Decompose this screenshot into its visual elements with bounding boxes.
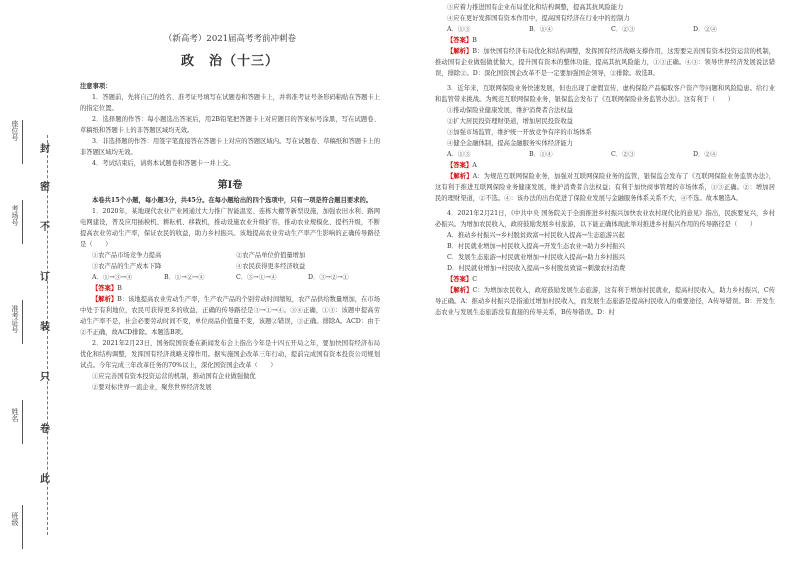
- analysis-line: [80, 294, 380, 338]
- option: ③应着力推进国有企业布局优化和结构调整，提高其抗风险能力: [447, 4, 624, 11]
- field-underline: [22, 505, 23, 549]
- choice: C．发展生态旅游→村民就业增加→村民收入提高→助力乡村振兴: [447, 254, 626, 261]
- analysis-label: 【解析】: [447, 287, 473, 294]
- option: ②要对标世界一流企业，聚焦世界经济发展: [92, 384, 212, 391]
- seal-char: 封: [40, 144, 50, 155]
- exam-title: 政 治（十三）: [180, 54, 279, 69]
- analysis-line: [435, 285, 775, 318]
- question-stem: 2．2021年2月23日，国务院国资委在新闻发布会上指出今年是十四五开局之年，要加快国有经济布局优化和结构调整，发挥国有经济战略支撑作用。据实施国企改革三年行动，提前完成国有资本投资公司规划试点。今年完成三年改革任务的70%以上，深化国资国企改革（ ）: [80, 340, 380, 369]
- analysis-text: B：该地提高农业劳动生产率，生产农产品的个别劳动时间缩短，农产品供给数量增加，在市场中处于有利地位，农民可获得更多的收益，正确的传导路径是③→①→④。③④正确，①③：该题中提高劳动生产率不是，社会必要劳动时间不变，单位商品价值量不变，该题②错误，③正确。排除A。ACD：由于②不正确，故ACD排除。本题选B项。: [80, 296, 380, 336]
- analysis-text: A：为规范互联网保险业务，加强对互联网保险业务的监管，银保监会发布了《互联网保险业务监管办法》，这有利于推进互联网保险业务健康发展，维护消费者合法权益；有利于加快商事管理的市场体系，①③正确。②：增加居民的理财渠道，②不选。④：该办法的出台促进了保险业发展与金融服务体系关系不大，④不选。故本题选A。: [435, 173, 776, 202]
- answer-label: 【答案】: [447, 37, 473, 44]
- choice: D．②④: [693, 26, 717, 33]
- option-row: [80, 250, 380, 261]
- notice-heading: 注意事项：: [80, 83, 112, 90]
- choice: C．③→①→④: [236, 274, 277, 281]
- seal-char: 卷: [40, 424, 50, 435]
- answer-value: A: [472, 162, 477, 169]
- answer-label: 【答案】: [447, 162, 473, 169]
- choice: B．①→②→④: [164, 274, 205, 281]
- analysis-label: 【解析】: [447, 48, 473, 55]
- answer-line: [80, 283, 380, 294]
- option: ①应完善国有资本投资运营的机制，推动国有企业做强做优: [92, 373, 256, 380]
- seal-char: 装: [40, 322, 50, 333]
- option: ③加强市场监管，维护统一开放竞争有序的市场体系: [447, 129, 592, 136]
- option: ②扩大居民投资理财渠道，增加居民投资收益: [447, 118, 573, 125]
- analysis-line: [435, 46, 775, 79]
- field-underline: [22, 120, 23, 164]
- choice: A．①③: [447, 26, 471, 33]
- choice: D．村民就业增加→村民收入提高→乡村脱贫致富→刺激农村消费: [447, 265, 626, 272]
- field-underline: [22, 200, 23, 244]
- exam-subtitle: （新高考）2021届高考考前冲刺卷: [163, 34, 297, 44]
- choice: D．③→②→①: [308, 274, 349, 281]
- section-title: 第Ⅰ卷: [217, 180, 243, 191]
- choice: D．②④: [693, 151, 717, 158]
- question-stem: 4．2021年2月21日，《中共中央 国务院关于全面推进乡村振兴加快农业农村现代化的意见》指出，民族要复兴，乡村必振兴。为增加农民收入，政府鼓励发展乡村旅游，以下能正确体现此举对推进乡村振兴作用的传导路径是（ ）: [435, 210, 775, 228]
- analysis-line: [435, 171, 775, 204]
- notice-item: 1．答题前，先将自己的姓名、准考证号填写在试题卷和答题卡上，并将准考证号条形码粘贴在答题卡上的指定位置。: [80, 94, 380, 112]
- field-admission-number: 准考证号: [11, 305, 19, 333]
- analysis-text: C：为增加农民收入，政府鼓励发展生态旅游，这有利于增加村民就业，提高村民收入，助力乡村振兴，C传导正确。A：推动乡村振兴是指通过增加村民收入，而发展生态旅游是提高村民收入的重要途径，A传导错误。B：开发生态农业与发展生态旅游没有直接的传导关系，B传导错误。D：村: [435, 287, 776, 316]
- choice-row: [435, 24, 775, 35]
- field-exam-room: 考场号: [11, 205, 19, 226]
- option: ③农产品的生产成本下降: [92, 263, 162, 270]
- choice: A．①→③→④: [92, 274, 133, 281]
- notice-item: 3．非选择题的作答：用签字笔直接答在答题卡上对应的答题区域内。写在试题卷、草稿纸和答题卡上的非答题区域均无效。: [80, 138, 380, 156]
- choice: A．推动乡村振兴→乡村脱贫致富→村民收入提高→生态旅游兴起: [447, 232, 625, 239]
- option: ②农产品单位价值量增加: [236, 252, 306, 259]
- answer-line: [435, 160, 775, 171]
- seal-char: 密: [40, 182, 50, 193]
- analysis-text: B：加快国有经济布局优化和结构调整，发挥国有经济战略支撑作用，这需要完善国有资本投资运营的机制，推动国有企业做强做优做大，提升国有资本的整体功能，提高其抗风险能力，①③正确。④③：领导世界经济发展说法错误，排除②。D：深化国资国企改革不是一定要加强国企领导，②排除。故选B。: [435, 48, 776, 77]
- answer-value: B: [117, 285, 122, 292]
- option: ①推动保险业健康发展，维护消费者合法权益: [447, 107, 573, 114]
- question-stem: 1．2020年，某地现代农业产业园通过大力推广智能温室、连栋大棚等新型设施，加强农田水利、路网电网建设，普及应用插秧机、耕耘机、移栽机，推动设施农业升级扩容，推动农业规模化、提档升级，不断提高农业劳动生产率，保证农民的收益，助力乡村振兴。该地提高农业劳动生产率产生影响的正确传导路径是（ ）: [80, 208, 380, 248]
- answer-line: [435, 274, 775, 285]
- option: ④健全金融体制，提高金融服务实体经济能力: [447, 140, 573, 147]
- choice-row: [80, 272, 380, 283]
- analysis-label: 【解析】: [447, 173, 473, 180]
- option: ④农民获得更多经济收益: [236, 263, 306, 270]
- choice: C．②③: [611, 26, 635, 33]
- field-seat-number: 座位号: [11, 120, 19, 141]
- answer-line: [435, 35, 775, 46]
- section-intro: 本卷共15个小题，每小题3分，共45分。在每小题给出的四个选项中，只有一项是符合题目要求的。: [92, 197, 373, 204]
- option-row: [80, 261, 380, 272]
- answer-value: C: [472, 276, 478, 283]
- binding-sidebar: [0, 0, 62, 562]
- notice-item: 4．考试结束后，请将本试题卷和答题卡一并上交。: [92, 160, 235, 167]
- option: ④应在更好发挥国有资本作用中，提高国有经济在行业中的控制力: [447, 15, 630, 22]
- seal-char: 此: [40, 474, 50, 485]
- choice: B．①④: [529, 151, 553, 158]
- right-column: [435, 0, 775, 318]
- option: ①农产品市场竞争力提高: [92, 252, 162, 259]
- choice-row: [435, 149, 775, 160]
- seal-char: 不: [40, 222, 50, 233]
- answer-label: 【答案】: [447, 276, 473, 283]
- choice: C．②③: [611, 151, 635, 158]
- answer-value: B: [472, 37, 477, 44]
- choice: B．①④: [529, 26, 553, 33]
- answer-label: 【答案】: [92, 285, 118, 292]
- seal-char: 订: [40, 272, 50, 283]
- seal-char: 只: [40, 372, 50, 383]
- choice: A．①③: [447, 151, 471, 158]
- left-column: [80, 0, 380, 393]
- field-class: 班级: [11, 512, 19, 526]
- field-underline: [22, 400, 23, 444]
- field-name: 姓名: [11, 408, 19, 422]
- field-underline: [22, 300, 23, 344]
- question-stem: 3．近年来，互联网保险业务快速发展，但也出现了虚假宣传、虚构保险产品骗取客户资产等问题和风险隐患。给行业和监管带来挑战。为规范互联网保险业务，银保监会发布了《互联网保险业务监管办法》。这有利于（ ）: [435, 85, 775, 103]
- choice: B．村民就业增加→村民收入提高→开发生态农业→助力乡村振兴: [447, 243, 625, 250]
- notice-item: 2．选择题的作答：每小题选出答案后，用2B铅笔把答题卡上对应题目的答案标号涂黑，写在试题卷、草稿纸和答题卡上的非答题区域均无效。: [80, 116, 380, 134]
- analysis-label: 【解析】: [92, 296, 118, 303]
